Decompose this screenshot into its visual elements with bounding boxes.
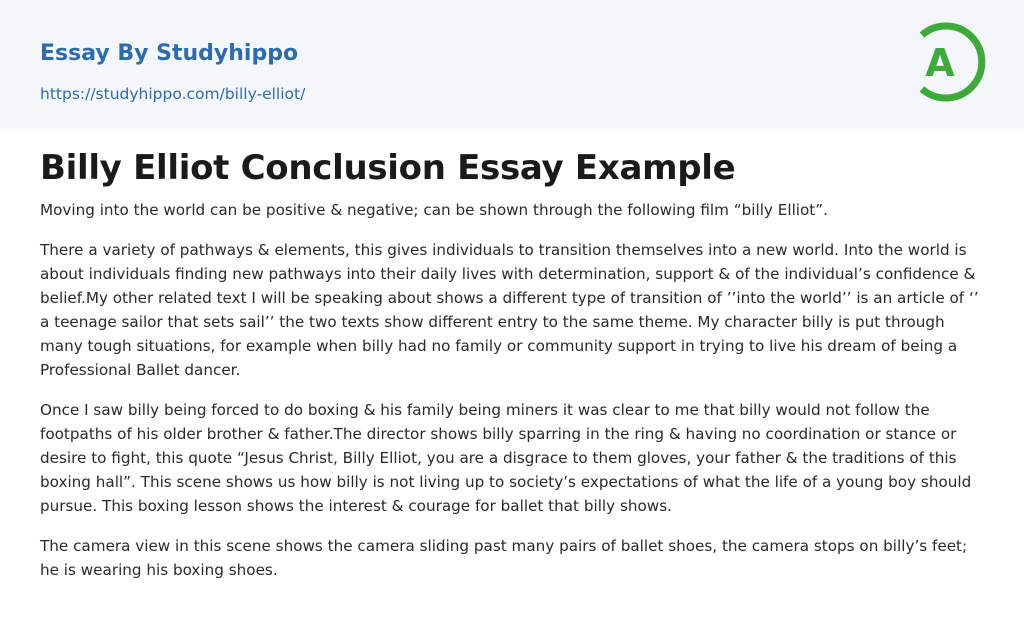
article-content	[40, 146, 984, 598]
article-title: Billy Elliot Conclusion Essay Example	[40, 148, 736, 188]
logo-letter: A	[925, 41, 955, 85]
site-brand[interactable]: Essay By Studyhippo	[40, 41, 299, 66]
studyhippo-logo-icon[interactable]	[912, 19, 986, 105]
article-paragraph: There a variety of pathways & elements, this gives individuals to transition themselves into a new world. Into the world is about individuals finding new pathways into their daily lives with determination, support & of the individual’s confidence & belief.My other related text I will be speaking about shows a different type of transition of ’’into the world’’ is an article of ‘’ a teenage sailor that sets sail’’ the two texts show different entry to the same theme. My character billy is put through many tough situations, for example when billy had no family or community support in trying to live his dream of being a Professional Ballet dancer.	[40, 241, 979, 379]
article-paragraph: Once I saw billy being forced to do boxing & his family being miners it was clear to me that billy would not follow the footpaths of his older brother & father.The director shows billy sparring in the ring & having no coordination or stance or desire to fight, this quote “Jesus Christ, Billy Elliot, you are a disgrace to them gloves, your father & the traditions of this boxing hall”. This scene shows us how billy is not living up to society’s expectations of what the life of a young boy should pursue. This boxing lesson shows the interest & courage for ballet that billy shows.	[40, 401, 972, 515]
article-paragraph: Moving into the world can be positive & negative; can be shown through the following film “billy Elliot”.	[40, 201, 828, 219]
article-url-link[interactable]: https://studyhippo.com/billy-elliot/	[40, 85, 306, 103]
article-paragraph: The camera view in this scene shows the camera sliding past many pairs of ballet shoes, the camera stops on billy’s feet; he is wearing his boxing shoes.	[40, 537, 968, 579]
site-header	[0, 0, 1024, 129]
